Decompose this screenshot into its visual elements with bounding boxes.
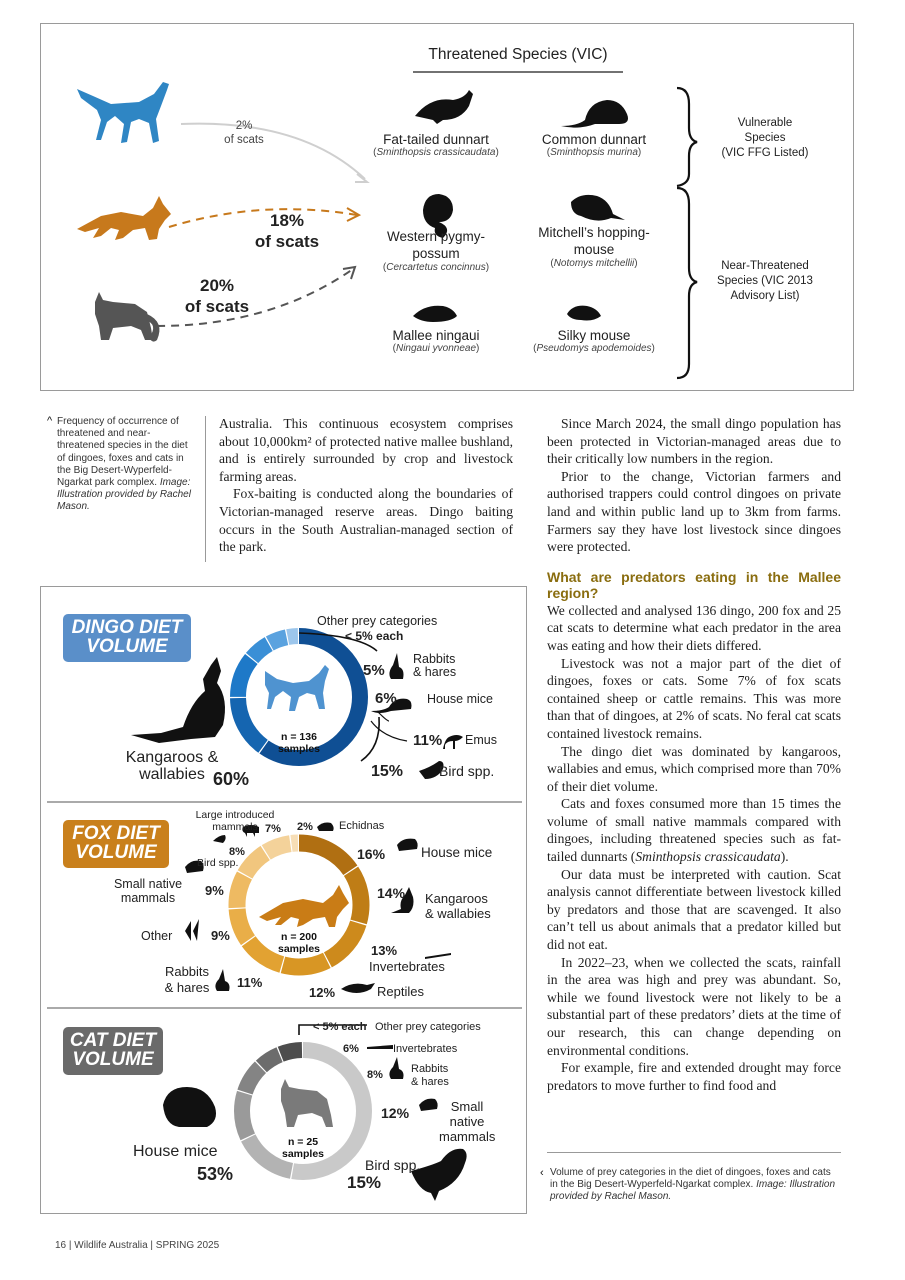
rabbit-icon: [389, 653, 403, 679]
fox-small-mammals-label: Small native mammals: [113, 877, 183, 905]
caption-text: Volume of prey categories in the diet of dingoes, foxes and cats in the Big Desert-Wyperfeld-Ngarkat complex.: [550, 1167, 831, 1191]
cat-invert-label: Invertebrates: [393, 1043, 458, 1055]
house-mouse-silhouette-icon: [163, 1087, 216, 1127]
species-scientific-name: Sminthopsis crassicaudata: [376, 147, 496, 158]
top-figure-caption: [47, 416, 197, 514]
cat-sample-size: n = 25 samples: [281, 1136, 325, 1160]
mouse-icon: [397, 839, 418, 851]
dingo-bird-pct: 15%: [371, 763, 404, 780]
dingo-rabbit-pct: 5%: [363, 662, 385, 679]
fox-rabbit-pct: 11%: [237, 975, 263, 990]
dingo-silhouette-icon: [77, 82, 169, 143]
species-mitchells-hopping-mouse: Mitchell’s hopping- mouse (Notomys mitchellii): [519, 224, 669, 269]
echidna-icon: [317, 823, 334, 832]
species-name: Mallee ningaui: [392, 328, 480, 343]
lizard-icon: [341, 983, 375, 993]
small-mammal-icon: [419, 1099, 438, 1111]
dingo-emu-label: Emus: [465, 733, 497, 747]
species-common-dunnart: Common dunnart (Sminthopsis murina): [519, 132, 669, 158]
species-name: Silky mouse: [557, 328, 631, 343]
caption-credit: Image: Illustration provided by Rachel Mason.: [550, 1179, 836, 1203]
fox-echidna-pct: 2%: [297, 821, 313, 833]
top-figure-title: Threatened Species (VIC): [428, 46, 608, 63]
fox-silhouette-icon: [77, 196, 171, 240]
insect-icon: [367, 1045, 393, 1049]
rabbit-icon: [215, 969, 229, 991]
paragraph: Australia. This continuous ecosystem comprises about 10,000km² of protected native mallee bushland, and is entirely surrounded by crop and livestock farming areas.: [219, 416, 513, 484]
dingo-mice-pct: 6%: [375, 690, 397, 707]
caption-up-arrow-icon: ^: [47, 415, 53, 427]
dingo-other-label: Other prey categories: [317, 614, 438, 628]
paragraph: Fox-baiting is conducted along the boundaries of Victorian-managed reserve areas. Dingo baiting occurs in the South Australian-managed section of the park.: [219, 486, 513, 555]
cat-small-mammals-pct: 12%: [381, 1105, 410, 1121]
fox-sample-size: n = 200 samples: [277, 931, 321, 955]
fox-reptile-label: Reptiles: [377, 984, 424, 999]
plant-icon: [185, 919, 199, 941]
fox-reptile-pct: 12%: [309, 985, 336, 1000]
diet-volume-figure: [40, 586, 527, 1214]
dingo-mice-label: House mice: [427, 692, 493, 706]
fox-invert-label: Invertebrates: [369, 959, 445, 974]
species-scientific-name: Cercartetus concinnus: [386, 262, 486, 273]
near-threatened-brace: [677, 188, 697, 378]
cat-other-note: < 5% each: [313, 1021, 367, 1033]
cat-bird-label: Bird spp.: [365, 1157, 421, 1173]
species-scientific-name: Pseudomys apodemoides: [536, 343, 652, 354]
dingo-rabbit-label: Rabbits & hares: [413, 652, 457, 679]
dingo-bird-label: Bird spp.: [439, 763, 495, 779]
fat-tailed-dunnart-icon: [415, 90, 473, 124]
fox-large-mammals-label: Large introduced mammals: [195, 809, 275, 833]
ningaui-icon: [413, 306, 457, 322]
dingo-other-note: < 5% each: [345, 629, 404, 643]
column-divider: [205, 416, 206, 562]
paragraph: Since March 2024, the small dingo population has been protected in Victorian-managed areas due to their critically low numbers in the region.: [547, 416, 841, 467]
species-name: Western pygmy- possum: [386, 229, 486, 261]
vulnerable-brace: [677, 88, 697, 186]
fox-diet-badge: FOX DIET VOLUME: [63, 820, 169, 868]
cat-rabbit-label: Rabbits & hares: [411, 1063, 449, 1088]
species-mallee-ningaui: Mallee ningaui (Ningaui yvonneae): [361, 328, 511, 354]
species-name: Mitchell’s hopping- mouse: [538, 225, 650, 257]
cat-invert-pct: 6%: [343, 1043, 359, 1055]
dingo-emu-pct: 11%: [413, 732, 443, 749]
article-column-3: [547, 415, 841, 1094]
section-heading: What are predators eating in the Mallee region?: [547, 568, 841, 601]
fox-other-pct: 9%: [211, 928, 230, 943]
common-dunnart-icon: [561, 100, 628, 128]
silky-mouse-icon: [567, 306, 601, 321]
paragraph: We collected and analysed 136 dingo, 200 fox and 25 cat scats to determine what each predator in the area was eating and how their diets differed.: [547, 602, 841, 653]
fox-invert-pct: 13%: [371, 943, 398, 958]
fox-mice-pct: 16%: [357, 846, 386, 862]
dingo-scat-label: 2% of scats: [224, 120, 264, 146]
near-threatened-group-label: Near-Threatened Species (VIC 2013 Advisory List): [717, 260, 813, 302]
caption-rule: [547, 1152, 841, 1153]
cat-scat-label: 20% of scats: [184, 276, 250, 316]
cat-mice-pct: 53%: [197, 1164, 234, 1184]
paragraph: Our data must be interpreted with caution. Scat analysis cannot differentiate between livestock killed by predators and those that are scavenged. It also can’t tell us about animals that a predator killed but did not eat.: [547, 866, 841, 953]
cat-diet-badge: CAT DIET VOLUME: [63, 1027, 163, 1075]
fox-echidna-label: Echidnas: [339, 820, 385, 832]
fox-kangaroo-pct: 14%: [377, 885, 406, 901]
fox-other-label: Other: [141, 929, 173, 943]
threatened-species-figure: [40, 23, 854, 391]
cat-silhouette-icon: [95, 292, 159, 342]
bird-tiny-icon: [213, 835, 226, 843]
paragraph: Livestock was not a major part of the diet of dingoes, foxes or cats. Some 7% of fox scats contained sheep or cattle remains. This was more than that of dingoes, at 2% of scats. No feral cat scats contained livestock remains.: [547, 655, 841, 741]
caption-left-arrow-icon: ‹: [540, 1167, 544, 1179]
species-scientific-name: Ningaui yvonneae: [395, 343, 477, 354]
dingo-diet-badge: DINGO DIET VOLUME: [63, 614, 191, 662]
cat-center-icon: [281, 1079, 333, 1127]
species-name: Fat-tailed dunnart: [383, 132, 489, 147]
fox-scat-label: 18% of scats: [254, 211, 320, 251]
dingo-center-icon: [265, 665, 329, 711]
fox-mice-label: House mice: [421, 845, 493, 860]
cat-bird-pct: 15%: [347, 1173, 382, 1192]
cat-mice-label: House mice: [133, 1143, 218, 1160]
paragraph: The dingo diet was dominated by kangaroos, wallabies and emus, which comprised more than 70% of their diet volume.: [547, 743, 841, 794]
kangaroo-silhouette-icon: [131, 657, 225, 743]
fox-small-mammals-pct: 9%: [205, 883, 224, 898]
cat-rabbit-pct: 8%: [367, 1069, 383, 1081]
species-fat-tailed-dunnart: Fat-tailed dunnart (Sminthopsis crassicaudata): [361, 132, 511, 158]
species-name: Common dunnart: [541, 132, 647, 147]
caption-text: Frequency of occurrence of threatened and near-threatened species in the diet of dingoes, foxes and cats in the Big Desert-Wyperfeld-Ngarkat park complex.: [57, 416, 188, 489]
fox-bird-pct: 8%: [229, 846, 245, 858]
paragraph: Cats and foxes consumed more than 15 times the volume of small native mammals compared with dingoes, including threatened species such as fat-tailed dunnarts (Sminthopsis crassicaudata).: [547, 796, 841, 865]
hopping-mouse-icon: [571, 195, 625, 221]
paragraph: In 2022–23, when we collected the scats, rainfall in the area was high and prey was abundant. So, while we found livestock were not likely to be a substantial part of these predators’ diets at the time of our research, this can change depending on environmental conditions.: [547, 954, 841, 1058]
fox-center-icon: [259, 885, 349, 927]
fox-bird-label: Bird spp.: [197, 857, 239, 869]
vulnerable-group-label: Vulnerable Species (VIC FFG Listed): [721, 117, 809, 159]
species-silky-mouse: Silky mouse (Pseudomys apodemoides): [519, 328, 669, 354]
species-western-pygmy-possum: Western pygmy- possum (Cercartetus concinnus): [361, 228, 511, 273]
bottom-figure-caption: [540, 1167, 840, 1204]
fox-large-mammals-pct: 7%: [265, 823, 281, 835]
dingo-sample-size: n = 136 samples: [277, 731, 321, 755]
dingo-kangaroo-label: Kangaroos & wallabies: [125, 749, 219, 783]
rabbit-icon: [389, 1057, 403, 1079]
species-scientific-name: Notomys mitchellii: [553, 258, 635, 269]
species-scientific-name: Sminthopsis murina: [550, 147, 638, 158]
emu-icon: [443, 735, 463, 749]
caption-credit: Image: Illustration provided by Rachel Mason.: [57, 477, 191, 513]
article-column-2: [219, 415, 513, 556]
paragraph: Prior to the change, Victorian farmers and authorised trappers could control dingoes on private land and within public land up to 3km from farms. Farmers say they have lost livestock since dingoes were protected.: [547, 468, 841, 555]
fox-kangaroo-label: Kangaroos & wallabies: [425, 891, 491, 921]
cat-other-label: Other prey categories: [375, 1021, 481, 1033]
page-footer: 16 | Wildlife Australia | SPRING 2025: [55, 1240, 220, 1251]
cat-small-mammals-label: Small native mammals: [439, 1099, 496, 1144]
fox-rabbit-label: Rabbits & hares: [164, 964, 210, 995]
dingo-kangaroo-pct: 60%: [213, 769, 250, 789]
paragraph: For example, fire and extended drought may force predators to move further to find food and: [547, 1060, 841, 1093]
